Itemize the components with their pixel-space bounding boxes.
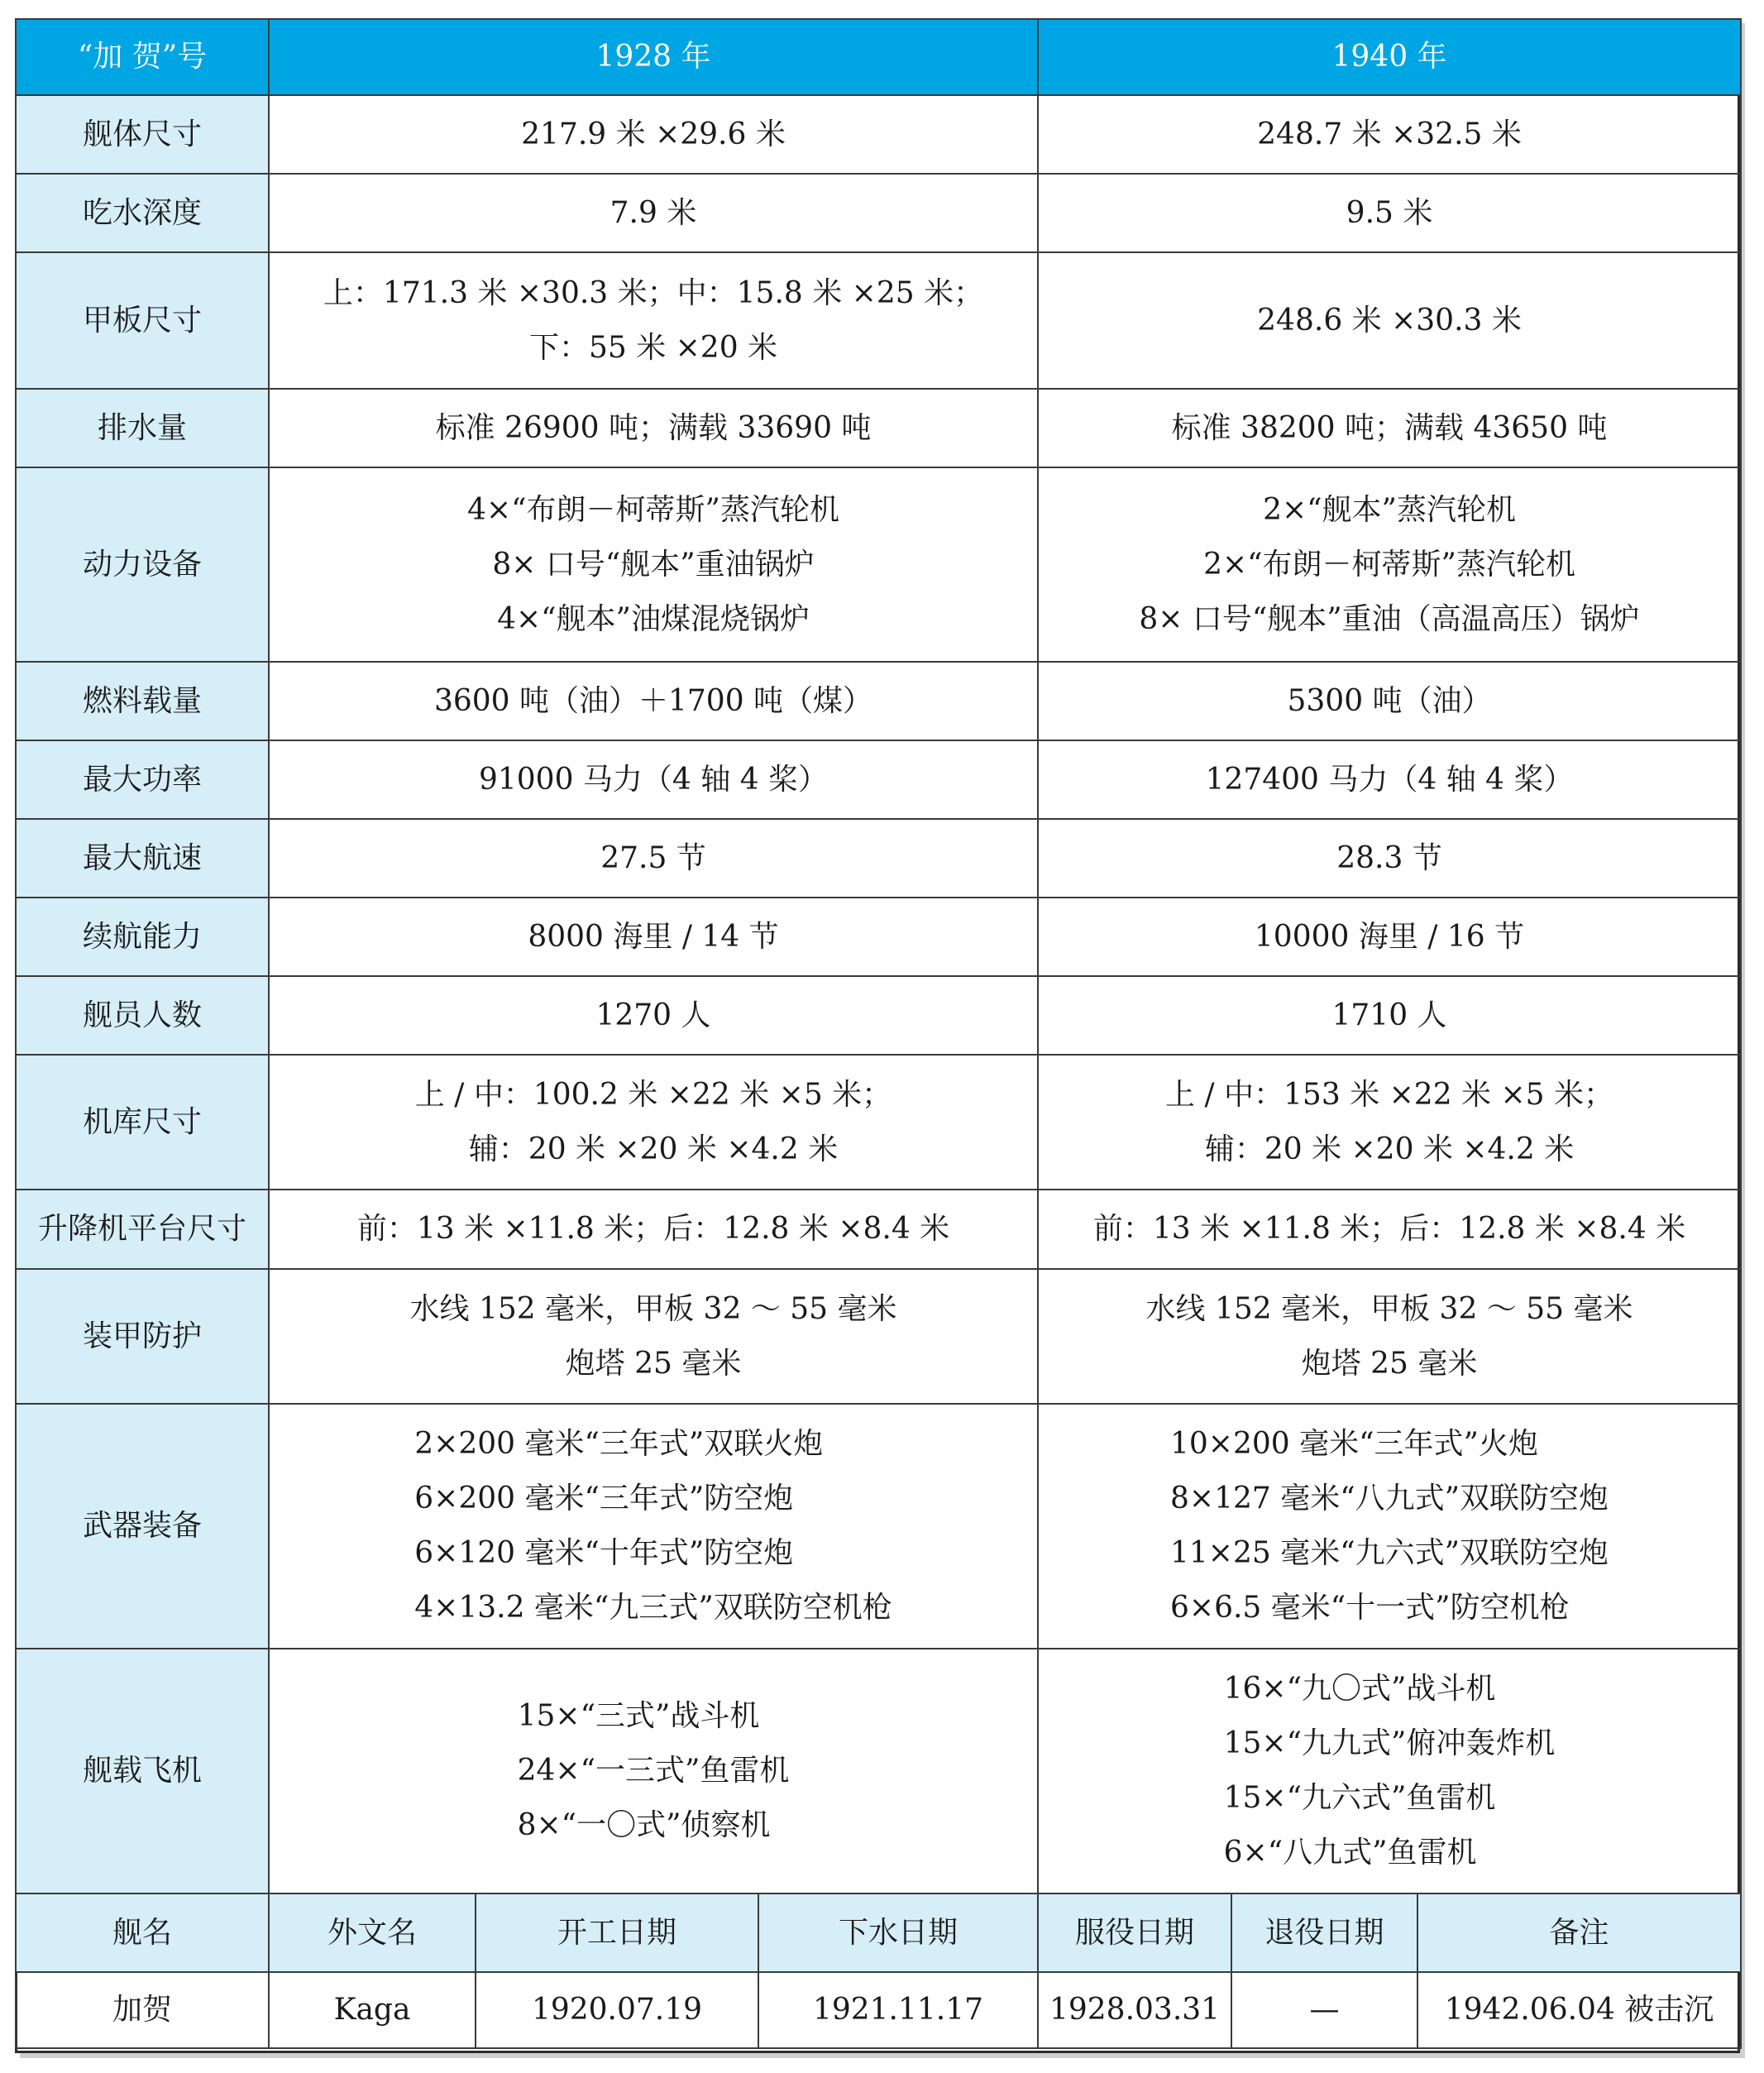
row-label: 舰载飞机 xyxy=(16,1649,269,1893)
value-1940: 标准 38200 吨；满载 43650 吨 xyxy=(1038,389,1741,467)
service-header-launched: 下水日期 xyxy=(758,1893,1038,1972)
value-1928: 8000 海里 / 14 节 xyxy=(269,898,1038,976)
value-1928: 3600 吨（油）＋1700 吨（煤） xyxy=(269,662,1038,740)
value-1940: 248.7 米 ×32.5 米 xyxy=(1038,95,1741,174)
table-row xyxy=(16,662,1741,740)
value-1940: 上 / 中：153 米 ×22 米 ×5 米； 辅：20 米 ×20 米 ×4.2 米 xyxy=(1038,1055,1741,1190)
value-1928: 水线 152 毫米，甲板 32 ～ 55 毫米 炮塔 25 毫米 xyxy=(269,1269,1038,1404)
value-1940: 10000 海里 / 16 节 xyxy=(1038,898,1741,976)
service-header-laid-down: 开工日期 xyxy=(476,1893,758,1972)
value-1928: 2×200 毫米“三年式”双联火炮 6×200 毫米“三年式”防空炮 6×120 毫米“十年式”防空炮 4×13.2 毫米“九三式”双联防空机枪 xyxy=(269,1404,1038,1649)
row-label: 甲板尺寸 xyxy=(16,252,269,389)
table-row xyxy=(16,1190,1741,1269)
service-value-laid-down: 1920.07.19 xyxy=(476,1972,758,2048)
value-1940: 5300 吨（油） xyxy=(1038,662,1741,740)
value-1940: 127400 马力（4 轴 4 桨） xyxy=(1038,740,1741,819)
row-label: 舰体尺寸 xyxy=(16,95,269,174)
service-header-foreign-name: 外文名 xyxy=(269,1893,476,1972)
row-label: 排水量 xyxy=(16,389,269,467)
value-1928: 27.5 节 xyxy=(269,819,1038,898)
table-row xyxy=(16,1404,1741,1649)
value-1940: 水线 152 毫米，甲板 32 ～ 55 毫米 炮塔 25 毫米 xyxy=(1038,1269,1741,1404)
service-header-name: 舰名 xyxy=(16,1893,269,1972)
value-1928: 91000 马力（4 轴 4 桨） xyxy=(269,740,1038,819)
service-value-row xyxy=(16,1972,1741,2048)
value-1928: 4×“布朗－柯蒂斯”蒸汽轮机 8× 口号“舰本”重油锅炉 4×“舰本”油煤混烧锅炉 xyxy=(269,467,1038,662)
service-value-decommissioned: — xyxy=(1231,1972,1417,2048)
value-1928: 7.9 米 xyxy=(269,174,1038,252)
service-value-foreign-name: Kaga xyxy=(269,1972,476,2048)
value-1928: 1270 人 xyxy=(269,976,1038,1055)
row-label: 吃水深度 xyxy=(16,174,269,252)
value-1940: 前：13 米 ×11.8 米；后：12.8 米 ×8.4 米 xyxy=(1038,1190,1741,1269)
service-header-decommissioned: 退役日期 xyxy=(1231,1893,1417,1972)
table-row xyxy=(16,898,1741,976)
value-1940: 248.6 米 ×30.3 米 xyxy=(1038,252,1741,389)
row-label: 最大功率 xyxy=(16,740,269,819)
value-1940: 9.5 米 xyxy=(1038,174,1741,252)
service-value-launched: 1921.11.17 xyxy=(758,1972,1038,2048)
row-label: 舰员人数 xyxy=(16,976,269,1055)
table-row xyxy=(16,252,1741,389)
value-1928: 上 / 中：100.2 米 ×22 米 ×5 米； 辅：20 米 ×20 米 ×4.2 米 xyxy=(269,1055,1038,1190)
table-row xyxy=(16,95,1741,174)
service-value-commissioned: 1928.03.31 xyxy=(1038,1972,1231,2048)
row-label: 动力设备 xyxy=(16,467,269,662)
header-row xyxy=(16,19,1741,95)
table-row xyxy=(16,1055,1741,1190)
value-1928: 标准 26900 吨；满载 33690 吨 xyxy=(269,389,1038,467)
row-label: 武器装备 xyxy=(16,1404,269,1649)
table-row xyxy=(16,819,1741,898)
value-1928: 上：171.3 米 ×30.3 米；中：15.8 米 ×25 米； 下：55 米 ×20 米 xyxy=(269,252,1038,389)
row-label: 燃料载量 xyxy=(16,662,269,740)
table-row xyxy=(16,976,1741,1055)
service-header-remarks: 备注 xyxy=(1417,1893,1741,1972)
table-row xyxy=(16,174,1741,252)
header-ship: “加 贺”号 xyxy=(16,19,269,95)
service-value-name: 加贺 xyxy=(16,1972,269,2048)
value-1940: 16×“九〇式”战斗机 15×“九九式”俯冲轰炸机 15×“九六式”鱼雷机 6×“八九式”鱼雷机 xyxy=(1038,1649,1741,1893)
table-row xyxy=(16,389,1741,467)
value-1928: 217.9 米 ×29.6 米 xyxy=(269,95,1038,174)
value-1940: 28.3 节 xyxy=(1038,819,1741,898)
kaga-spec-table xyxy=(15,18,1742,2049)
row-label: 升降机平台尺寸 xyxy=(16,1190,269,1269)
service-header-row xyxy=(16,1893,1741,1972)
row-label: 续航能力 xyxy=(16,898,269,976)
value-1940: 2×“舰本”蒸汽轮机 2×“布朗－柯蒂斯”蒸汽轮机 8× 口号“舰本”重油（高温高压）锅炉 xyxy=(1038,467,1741,662)
header-1940: 1940 年 xyxy=(1038,19,1741,95)
value-1940: 10×200 毫米“三年式”火炮 8×127 毫米“八九式”双联防空炮 11×25 毫米“九六式”双联防空炮 6×6.5 毫米“十一式”防空机枪 xyxy=(1038,1404,1741,1649)
table-row xyxy=(16,1269,1741,1404)
service-value-remarks: 1942.06.04 被击沉 xyxy=(1417,1972,1741,2048)
row-label: 装甲防护 xyxy=(16,1269,269,1404)
value-1940: 1710 人 xyxy=(1038,976,1741,1055)
row-label: 机库尺寸 xyxy=(16,1055,269,1190)
value-1928: 15×“三式”战斗机 24×“一三式”鱼雷机 8×“一〇式”侦察机 xyxy=(269,1649,1038,1893)
table-row xyxy=(16,467,1741,662)
table-row xyxy=(16,1649,1741,1893)
row-label: 最大航速 xyxy=(16,819,269,898)
value-1928: 前：13 米 ×11.8 米；后：12.8 米 ×8.4 米 xyxy=(269,1190,1038,1269)
header-1928: 1928 年 xyxy=(269,19,1038,95)
service-header-commissioned: 服役日期 xyxy=(1038,1893,1231,1972)
table-row xyxy=(16,740,1741,819)
